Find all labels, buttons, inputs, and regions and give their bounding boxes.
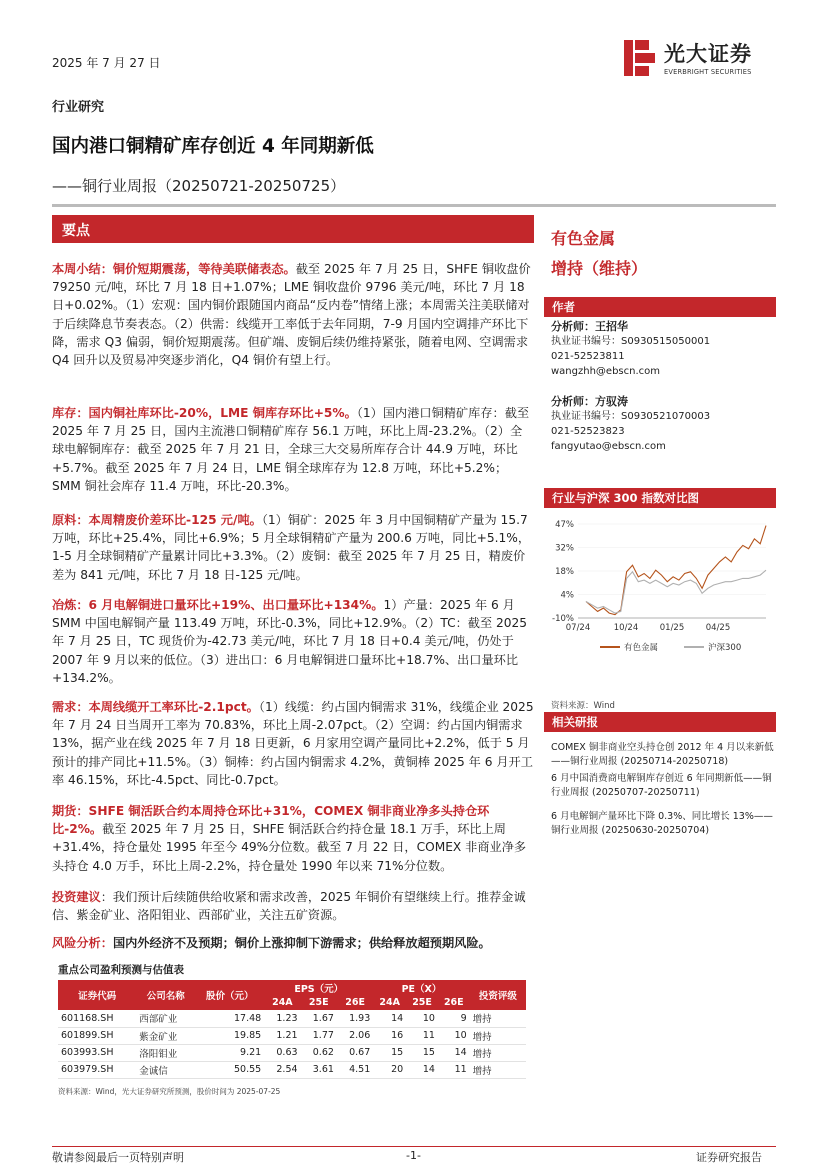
table-source-note: 资料来源：Wind，光大证券研究所预测，股价时间为 2025-07-25 bbox=[58, 1087, 281, 1096]
cell-pe: 15 bbox=[373, 1044, 406, 1061]
report-title: 国内港口铜精矿库存创近 4 年同期新低 bbox=[52, 136, 374, 157]
paragraph-futures bbox=[52, 802, 534, 875]
logo-name: 光大证券 bbox=[664, 42, 752, 66]
analyst-card bbox=[551, 319, 710, 379]
sector-rating: 增持（维持） bbox=[551, 259, 648, 278]
analyst-card bbox=[551, 394, 710, 454]
col-year: 25E bbox=[406, 995, 438, 1010]
sector-name: 有色金属 bbox=[551, 229, 616, 248]
col-code: 证券代码 bbox=[58, 980, 136, 1010]
paragraph-lead: 风险分析： bbox=[52, 936, 113, 950]
cell-pe: 9 bbox=[438, 1010, 470, 1027]
cell-rating: 增持 bbox=[470, 1027, 526, 1044]
cell-eps: 1.67 bbox=[301, 1010, 337, 1027]
footer-disclaimer[interactable]: 敬请参阅最后一页特别声明 bbox=[52, 1151, 184, 1164]
analyst-phone: 021-52523811 bbox=[551, 351, 625, 362]
col-rating: 投资评级 bbox=[470, 980, 526, 1010]
cell-price: 9.21 bbox=[195, 1044, 264, 1061]
chart-x-tick-label: 10/24 bbox=[613, 623, 639, 633]
report-date: 2025 年 7 月 27 日 bbox=[52, 56, 161, 70]
col-year: 26E bbox=[438, 995, 470, 1010]
authors-label: 作者 bbox=[552, 300, 575, 314]
chart-x-tick-label: 01/25 bbox=[659, 623, 685, 633]
cell-eps: 2.06 bbox=[337, 1027, 373, 1044]
key-points-label: 要点 bbox=[62, 223, 90, 239]
authors-header bbox=[544, 297, 776, 317]
col-year: 24A bbox=[373, 995, 406, 1010]
chart-label: 行业与沪深 300 指数对比图 bbox=[552, 491, 700, 505]
table-row bbox=[58, 1061, 526, 1078]
analyst-email[interactable]: fangyutao@ebscn.com bbox=[551, 441, 666, 452]
paragraph-text: ：我们预计后续随供给收紧和需求改善，2025 年铜价有望继续上行。推荐金诚信、紫金矿业、洛阳钼业、西部矿业，关注五矿资源。 bbox=[52, 890, 526, 923]
cell-price: 17.48 bbox=[195, 1010, 264, 1027]
col-company: 公司名称 bbox=[136, 980, 195, 1010]
cell-price: 19.85 bbox=[195, 1027, 264, 1044]
valuation-table bbox=[58, 980, 526, 1079]
related-reports-header bbox=[544, 712, 776, 732]
report-category: 行业研究 bbox=[52, 100, 105, 115]
cell-rating: 增持 bbox=[470, 1010, 526, 1027]
chart-source: 资料来源：Wind bbox=[551, 701, 615, 711]
paragraph-risk bbox=[52, 934, 534, 952]
footer-divider bbox=[52, 1146, 776, 1147]
analyst-phone: 021-52523823 bbox=[551, 426, 625, 437]
analyst-name: 分析师：王招华 bbox=[551, 320, 628, 333]
paragraph-lead: 库存：国内铜社库环比-20%，LME 铜库存环比+5%。 bbox=[52, 406, 357, 420]
cell-pe: 15 bbox=[406, 1044, 438, 1061]
cell-eps: 2.54 bbox=[264, 1061, 300, 1078]
cell-pe: 16 bbox=[373, 1027, 406, 1044]
paragraph-investment-advice bbox=[52, 888, 534, 924]
chart-series-line bbox=[586, 526, 766, 615]
col-year: 26E bbox=[337, 995, 373, 1010]
chart-x-tick-label: 04/25 bbox=[705, 623, 731, 633]
cell-pe: 20 bbox=[373, 1061, 406, 1078]
related-reports-label: 相关研报 bbox=[552, 715, 598, 729]
cell-eps: 1.93 bbox=[337, 1010, 373, 1027]
col-year: 24A bbox=[264, 995, 300, 1010]
chart-x-tick-label: 07/24 bbox=[565, 623, 591, 633]
cell-code: 603979.SH bbox=[58, 1061, 136, 1078]
paragraph-lead: 本周小结：铜价短期震荡，等待美联储表态。 bbox=[52, 262, 296, 276]
report-subtitle: ——铜行业周报（20250721-20250725） bbox=[52, 177, 346, 195]
paragraph-raw-material bbox=[52, 511, 534, 584]
cell-pe: 11 bbox=[406, 1027, 438, 1044]
paragraph-text: （1）线缆：约占国内铜需求 31%，线缆企业 2025 年 7 月 24 日当周开工率为 70.83%，环比上周-2.07pct。（2）空调：约占国内铜需求 13%，据产业在线 2025 年 7 月 18 日更新，6 月家用空调产量同比+2.2%，低于 5 月预计的排产同比+11.5%。（3）铜棒：约占国内铜需求 4.2%，黄铜棒 2025 年 6 月开工率 46.15%，环比-4.5pct、同比-0.7pct。 bbox=[52, 700, 534, 787]
col-pe: PE（X） bbox=[373, 980, 469, 995]
cell-pe: 14 bbox=[438, 1044, 470, 1061]
valuation-table-title: 重点公司盈利预测与估值表 bbox=[58, 964, 184, 976]
paragraph-lead: 投资建议 bbox=[52, 890, 101, 904]
table-row bbox=[58, 1010, 526, 1027]
chart-y-tick-label: 4% bbox=[560, 590, 574, 601]
logo-subtitle: EVERBRIGHT SECURITIES bbox=[664, 68, 752, 76]
col-eps: EPS（元） bbox=[264, 980, 373, 995]
paragraph-smelting bbox=[52, 596, 534, 687]
analyst-cert: 执业证书编号：S0930521070003 bbox=[551, 411, 711, 422]
cell-code: 601168.SH bbox=[58, 1010, 136, 1027]
paragraph-lead: 需求：本周线缆开工率环比-2.1pct。 bbox=[52, 700, 259, 714]
cell-eps: 4.51 bbox=[337, 1061, 373, 1078]
paragraph-text: （1）铜矿：2025 年 3 月中国铜精矿产量为 15.7 万吨，环比+25.4%，同比+6.9%；5 月全球铜精矿产量为 200.6 万吨，同比+5.1%，1-5 月全球铜精矿产量累计同比+3.3%。（2）废铜：截至 2025 年 7 月 25 日，精废价差为 841 元/吨，环比 7 月 18 日-125 元/吨。 bbox=[52, 513, 531, 582]
paragraph-demand bbox=[52, 698, 534, 789]
chart-legend-label: 沪深300 bbox=[708, 643, 742, 653]
cell-company: 洛阳钼业 bbox=[136, 1044, 195, 1061]
cell-rating: 增持 bbox=[470, 1061, 526, 1078]
cell-eps: 3.61 bbox=[301, 1061, 337, 1078]
cell-eps: 0.67 bbox=[337, 1044, 373, 1061]
analyst-cert: 执业证书编号：S0930515050001 bbox=[551, 336, 711, 347]
col-year: 25E bbox=[301, 995, 337, 1010]
related-report-link[interactable]: COMEX 铜非商业空头持仓创 2012 年 4 月以来新低——铜行业周报 (20250714-20250718) bbox=[551, 742, 774, 767]
paragraph-lead: 原料：本周精废价差环比-125 元/吨。 bbox=[52, 513, 262, 527]
chart-y-tick-label: 18% bbox=[555, 567, 574, 577]
cell-eps: 0.62 bbox=[301, 1044, 337, 1061]
chart-y-tick-label: 32% bbox=[555, 543, 574, 554]
chart-legend-label: 有色金属 bbox=[624, 643, 659, 653]
paragraph-text: （1）国内港口铜精矿库存：截至 2025 年 7 月 25 日，国内主流港口铜精矿库存 56.1 万吨，环比上周-23.2%。（2）全球电解铜库存：截至 2025 年 7 月 21 日，全球三大交易所库存合计 44.9 万吨，环比+5.7%。截至 2025 年 7 月 24 日，LME 铜全球库存为 12.8 万吨，环比+5.2%；SMM 铜社会库存 11.4 万吨，环比-20.3%。 bbox=[52, 406, 530, 493]
cell-pe: 11 bbox=[438, 1061, 470, 1078]
chart-y-tick-label: -10% bbox=[552, 614, 574, 624]
cell-pe: 14 bbox=[373, 1010, 406, 1027]
logo-mark-icon bbox=[622, 38, 658, 78]
paragraph-text: 截至 2025 年 7 月 25 日，SHFE 铜收盘价 79250 元/吨，环比 7 月 18 日+1.07%；LME 铜收盘价 9796 美元/吨，环比 7 月 18 日+0.02%。（1）宏观：国内铜价跟随国内商品“反内卷”情绪上涨；本周需关注美联储对于后续降息节奏表态。（2）供需：线缆开工率低于去年同期，7-9 月国内空调排产环比下降，需求 Q3 偏弱，铜价短期震荡。但矿端、废铜后续仍维持紧张，随着电网、空调需求 Q4 回升以及贸易冲突逐步消化，Q4 铜价有望上行。 bbox=[52, 262, 531, 368]
cell-pe: 14 bbox=[406, 1061, 438, 1078]
key-points-header bbox=[52, 215, 534, 243]
chart-y-tick-label: 47% bbox=[555, 520, 574, 530]
related-report-link[interactable]: 6 月电解铜产量环比下降 0.3%、同比增长 13%——铜行业周报 (20250630-20250704) bbox=[551, 811, 773, 836]
paragraph-text: 截至 2025 年 7 月 25 日，SHFE 铜活跃合约持仓量 18.1 万手，环比上周+31.4%，持仓量处 1995 年至今 49%分位数。截至 7 月 22 日，COMEX 非商业净多头持仓 4.0 万手，环比上周-2.2%，持仓量处 1990 年以来 71%分位数。 bbox=[52, 822, 527, 873]
paragraph-text: 1）产量：2025 年 6 月 SMM 中国电解铜产量 113.49 万吨，环比-0.3%，同比+12.9%。（2）TC：截至 2025 年 7 月 25 日，TC 现货价为-42.73 美元/吨，环比 7 月 18 日+0.4 美元/吨，仍处于 2007 年 9 月以来的低位。（3）进出口：6 月电解铜进口量环比+18.7%、出口量环比+134.2%。 bbox=[52, 598, 528, 685]
cell-rating: 增持 bbox=[470, 1044, 526, 1061]
cell-pe: 10 bbox=[438, 1027, 470, 1044]
cell-company: 紫金矿业 bbox=[136, 1027, 195, 1044]
page-number: -1- bbox=[406, 1149, 421, 1162]
related-report-link[interactable]: 6 月中国消费商电解铜库存创近 6 年同期新低——铜行业周报 (20250707-20250711) bbox=[551, 773, 772, 798]
paragraph-lead: 期货：SHFE 铜活跃合约本周持仓环比+31%，COMEX 铜非商业净多头持仓环比-2%。 bbox=[52, 804, 490, 837]
cell-pe: 10 bbox=[406, 1010, 438, 1027]
cell-company: 金诚信 bbox=[136, 1061, 195, 1078]
paragraph-lead: 冶炼：6 月电解铜进口量环比+19%、出口量环比+134%。 bbox=[52, 598, 384, 612]
analyst-email[interactable]: wangzhh@ebscn.com bbox=[551, 366, 660, 377]
paragraph-summary bbox=[52, 260, 534, 369]
cell-price: 50.55 bbox=[195, 1061, 264, 1078]
analyst-name: 分析师：方驭涛 bbox=[551, 395, 628, 408]
cell-code: 601899.SH bbox=[58, 1027, 136, 1044]
cell-code: 603993.SH bbox=[58, 1044, 136, 1061]
footer-report-type: 证券研究报告 bbox=[696, 1151, 762, 1164]
header-divider bbox=[52, 204, 776, 207]
cell-eps: 0.63 bbox=[264, 1044, 300, 1061]
cell-eps: 1.21 bbox=[264, 1027, 300, 1044]
paragraph-inventory bbox=[52, 404, 534, 495]
cell-eps: 1.77 bbox=[301, 1027, 337, 1044]
cell-eps: 1.23 bbox=[264, 1010, 300, 1027]
paragraph-text: 国内外经济不及预期；铜价上涨抑制下游需求；供给释放超预期风险。 bbox=[112, 936, 491, 950]
chart-series-line bbox=[586, 570, 766, 613]
cell-company: 西部矿业 bbox=[136, 1010, 195, 1027]
table-row bbox=[58, 1044, 526, 1061]
company-logo bbox=[622, 38, 782, 82]
index-comparison-chart bbox=[544, 510, 776, 658]
chart-header bbox=[544, 488, 776, 508]
table-row bbox=[58, 1027, 526, 1044]
col-price: 股价（元） bbox=[195, 980, 264, 1010]
